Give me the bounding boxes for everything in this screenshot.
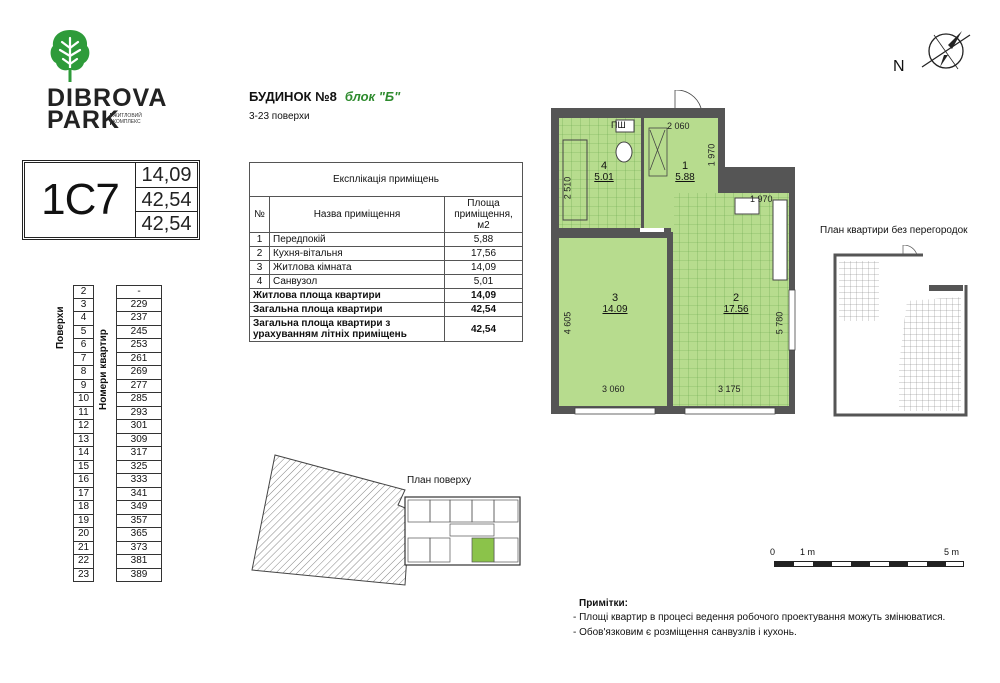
- floors-column: [73, 285, 94, 582]
- col-number: №: [250, 197, 270, 233]
- row-area: 17,56: [445, 247, 523, 261]
- explication-row: [250, 275, 523, 289]
- floor-cell: 23: [73, 569, 94, 583]
- scale-bar: [770, 547, 970, 571]
- room-2-label: 2 17.56: [723, 292, 749, 315]
- compass-icon: [918, 25, 974, 77]
- total-area: 42,54: [445, 317, 523, 342]
- apartment-plan: [545, 90, 800, 420]
- explication-total-row: [250, 303, 523, 317]
- total-name: Житлова площа квартири: [250, 289, 445, 303]
- page-title: [249, 89, 400, 104]
- apartment-cell: 317: [116, 447, 162, 461]
- dim-bottom-left: 3 060: [602, 384, 625, 394]
- total-name: Загальна площа квартири з урахуванням літніх приміщень: [250, 317, 445, 342]
- scale-one: 1 m: [800, 547, 816, 557]
- floor-cell: 5: [73, 326, 94, 340]
- apartment-cell: 269: [116, 366, 162, 380]
- tree-icon: [48, 28, 92, 84]
- explication-row: [250, 247, 523, 261]
- floor-cell: 11: [73, 407, 94, 421]
- floor-cell: 20: [73, 528, 94, 542]
- unit-summary: [22, 160, 200, 240]
- floor-cell: 2: [73, 285, 94, 299]
- floor-cell: 18: [73, 501, 94, 515]
- floors-table: [52, 285, 162, 580]
- row-number: 3: [250, 261, 270, 275]
- apartment-cell: 237: [116, 312, 162, 326]
- total-name: Загальна площа квартири: [250, 303, 445, 317]
- total-area: 42,54: [136, 188, 197, 213]
- scale-five: 5 m: [944, 547, 960, 557]
- floor-plan-label: План поверху: [407, 475, 472, 486]
- col-name: Назва приміщення: [270, 197, 445, 233]
- row-number: 4: [250, 275, 270, 289]
- apartment-cell: 349: [116, 501, 162, 515]
- explication-caption: Експлікація приміщень: [250, 163, 523, 197]
- row-name: Санвузол: [270, 275, 445, 289]
- floor-cell: 3: [73, 299, 94, 313]
- room-3-label: 3 14.09: [602, 292, 628, 315]
- floor-cell: 22: [73, 555, 94, 569]
- room-1-label: 1 5.88: [675, 160, 695, 183]
- logo: [45, 28, 168, 134]
- dim-right-top: 1 970: [706, 143, 717, 167]
- living-area: 14,09: [136, 163, 197, 188]
- brand-word-1: DIBROVA: [47, 84, 168, 112]
- apartment-cell: 341: [116, 488, 162, 502]
- room-4-label: 4 5.01: [594, 160, 614, 183]
- apartment-cell: 301: [116, 420, 162, 434]
- col-area: Площа приміщення, м2: [445, 197, 523, 233]
- dim-left: 4 605: [562, 311, 573, 335]
- room-3-bedroom: [559, 238, 667, 406]
- apartment-cell: 365: [116, 528, 162, 542]
- apartment-cell: 333: [116, 474, 162, 488]
- explication-row: [250, 261, 523, 275]
- building-label: БУДИНОК №8: [249, 89, 337, 104]
- floor-cell: 13: [73, 434, 94, 448]
- apartments-label: Номери квартир: [98, 329, 109, 410]
- explication-row: [250, 233, 523, 247]
- explication-total-row: [250, 289, 523, 303]
- notes-title: Примітки:: [579, 598, 628, 609]
- apartment-cell: 325: [116, 461, 162, 475]
- row-name: Житлова кімната: [270, 261, 445, 275]
- north-label: N: [893, 58, 905, 75]
- apartment-cell: 229: [116, 299, 162, 313]
- block-label: блок "Б": [344, 89, 401, 104]
- apartment-cell: 373: [116, 542, 162, 556]
- row-number: 1: [250, 233, 270, 247]
- total-area: 42,54: [445, 303, 523, 317]
- row-area: 5,88: [445, 233, 523, 247]
- apartments-column: [116, 285, 162, 582]
- dim-right: 5 780: [774, 311, 785, 335]
- brand-word-2: PARK: [47, 106, 120, 134]
- floors-range: 3-23 поверхи: [249, 111, 310, 122]
- brand-subtitle: ЖИТЛОВИЙ КОМПЛЕКС: [110, 113, 142, 125]
- unit-areas: [135, 163, 197, 237]
- plan-no-walls: [833, 245, 968, 417]
- dim-top: 2 060: [667, 121, 690, 131]
- dim-inner: 1 970: [750, 194, 773, 204]
- apartment-cell: 293: [116, 407, 162, 421]
- floor-cell: 15: [73, 461, 94, 475]
- floor-cell: 9: [73, 380, 94, 394]
- floor-cell: 17: [73, 488, 94, 502]
- floor-cell: 7: [73, 353, 94, 367]
- plan-no-walls-label: План квартири без перегородок: [820, 225, 968, 236]
- explication-table: [249, 162, 523, 342]
- floor-cell: 19: [73, 515, 94, 529]
- shaft-label: ПШ: [611, 120, 626, 130]
- compass: [890, 25, 975, 80]
- apartment-cell: 253: [116, 339, 162, 353]
- apartment-cell: 357: [116, 515, 162, 529]
- floor-cell: 8: [73, 366, 94, 380]
- row-area: 14,09: [445, 261, 523, 275]
- apartment-cell: 309: [116, 434, 162, 448]
- floor-cell: 10: [73, 393, 94, 407]
- apartment-cell: 261: [116, 353, 162, 367]
- floor-cell: 14: [73, 447, 94, 461]
- floor-plan: [250, 450, 525, 590]
- apartment-cell: 381: [116, 555, 162, 569]
- floor-cell: 21: [73, 542, 94, 556]
- dim-left-bath: 2 510: [562, 176, 573, 200]
- scale-zero: 0: [770, 547, 776, 557]
- floors-label: Поверхи: [55, 306, 66, 349]
- explication-total-row: [250, 317, 523, 342]
- apartment-cell: 245: [116, 326, 162, 340]
- dim-bottom-right: 3 175: [718, 384, 741, 394]
- apartment-cell: 277: [116, 380, 162, 394]
- apartment-cell: 389: [116, 569, 162, 583]
- floor-cell: 6: [73, 339, 94, 353]
- row-number: 2: [250, 247, 270, 261]
- total-area: 14,09: [445, 289, 523, 303]
- row-name: Передпокій: [270, 233, 445, 247]
- note-item-1: - Площі квартир в процесі ведення робочого проектування можуть змінюватися.: [573, 612, 946, 623]
- apartment-cell: -: [116, 285, 162, 299]
- floor-cell: 4: [73, 312, 94, 326]
- note-item-2: - Обов'язковим є розміщення санвузлів і кухонь.: [573, 627, 797, 638]
- unit-code: 1С7: [41, 175, 119, 224]
- row-area: 5,01: [445, 275, 523, 289]
- row-name: Кухня-вітальня: [270, 247, 445, 261]
- floor-cell: 12: [73, 420, 94, 434]
- apartment-cell: 285: [116, 393, 162, 407]
- floor-cell: 16: [73, 474, 94, 488]
- total-area-summer: 42,54: [141, 213, 192, 236]
